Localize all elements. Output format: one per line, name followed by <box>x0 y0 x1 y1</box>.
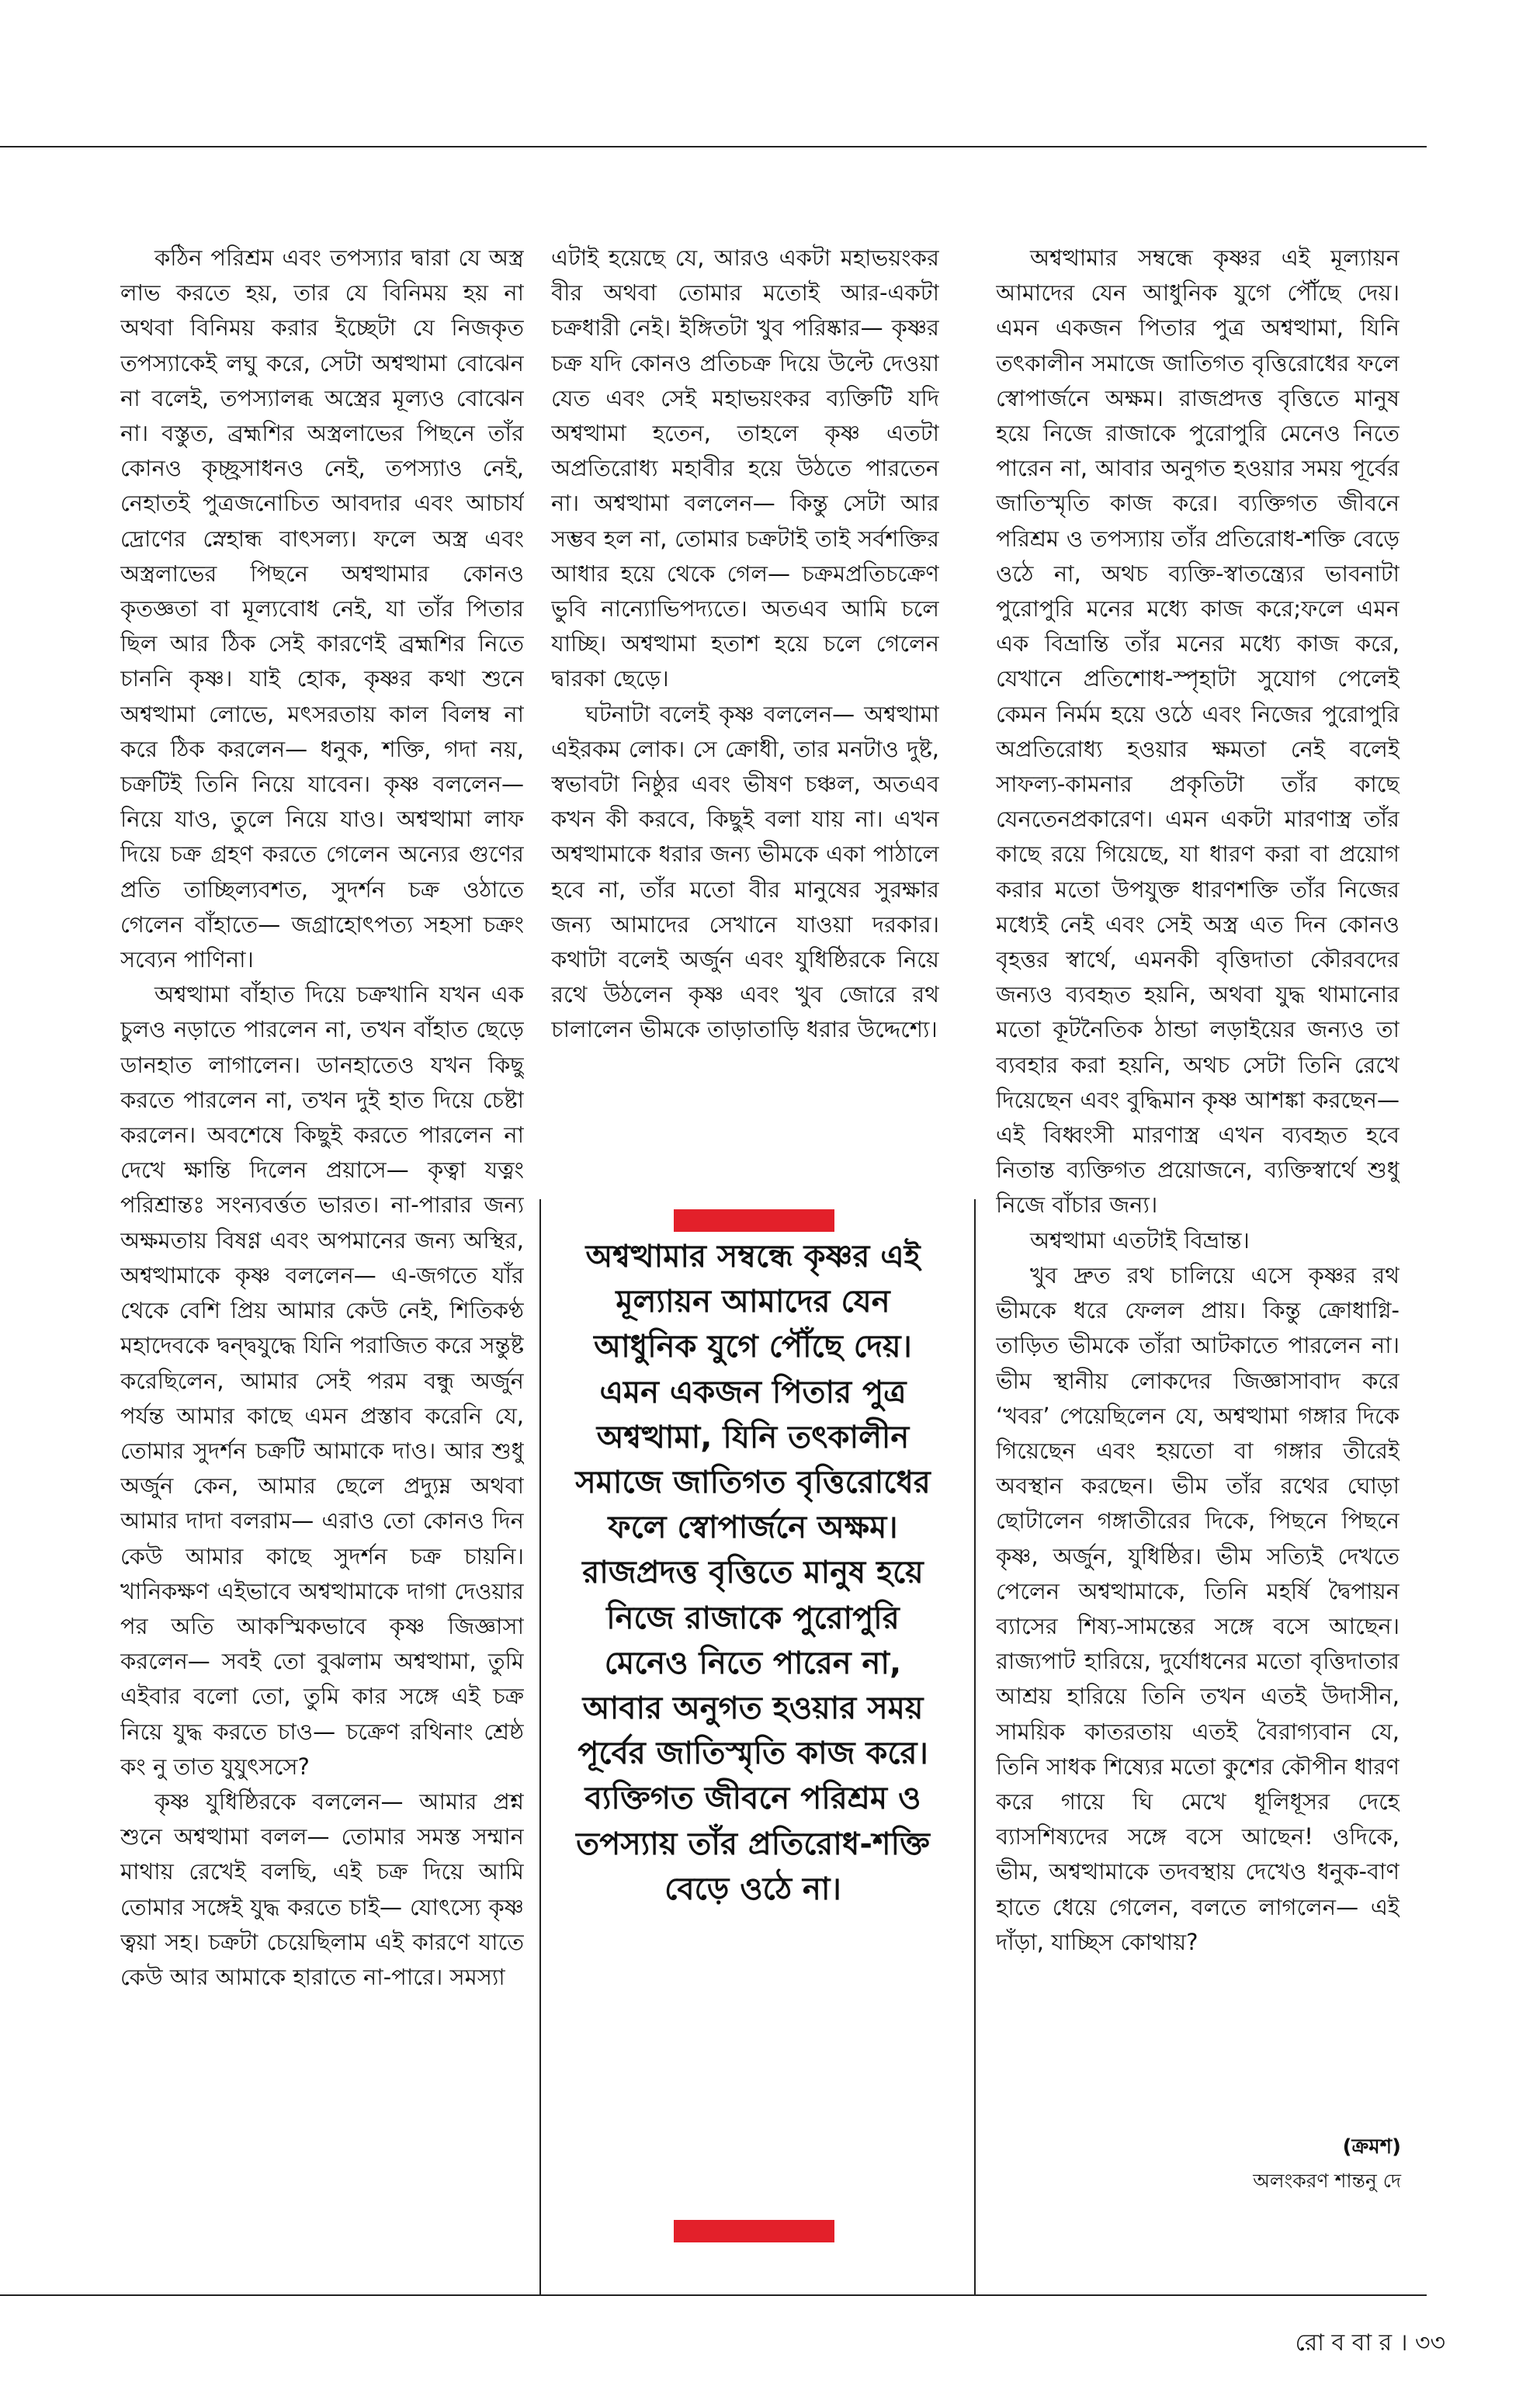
paragraph: অশ্বত্থামা বাঁহাত দিয়ে চক্রখানি যখন এক চুলও নড়াতে পারলেন না, তখন বাঁহাত ছেড়ে ডানহাত লাগালেন। ডানহাতেও যখন কিছু করতে পারলেন না, তখন দুই হাত দিয়ে চেষ্টা করলেন। অবশেষে কিছুই করতে পারলেন না দেখে ক্ষান্তি দিলেন প্রয়াসে— কৃত্বা যত্নং পরিশ্রান্তঃ সংন্যবর্ত্তত ভারত। না-পারার জন্য অক্ষমতায় বিষণ্ণ এবং অপমানের জন্য অস্থির, অশ্বত্থামাকে কৃষ্ণ বললেন— এ-জগতে যাঁর থেকে বেশি প্রিয় আমার কেউ নেই, শিতিকণ্ঠ মহাদেবকে দ্বন্দ্বযুদ্ধে যিনি পরাজিত করে সন্তুষ্ট করেছিলেন, আমার সেই পরম বন্ধু অর্জুন পর্যন্ত আমার কাছে এমন প্রস্তাব করেনি যে, তোমার সুদর্শন চক্রটি আমাকে দাও। আর শুধু অর্জুন কেন, আমার ছেলে প্রদ্যুম্ন অথবা আমার দাদা বলরাম— এরাও তো কোনও দিন কেউ আমার কাছে সুদর্শন চক্র চায়নি। খানিকক্ষণ এইভাবে অশ্বত্থামাকে দাগা দেওয়ার পর অতি আকস্মিকভাবে কৃষ্ণ জিজ্ঞাসা করলেন— সবই তো বুঝলাম অশ্বত্থামা, তুমি এইবার বলো তো, তুমি কার সঙ্গে এই চক্র নিয়ে যুদ্ধ করতে চাও— চক্রেণ রথিনাং শ্রেষ্ঠ কং নু তাত যুযুৎসসে? <box>120 981 524 1780</box>
paragraph: অশ্বত্থামা এতটাই বিভ্রান্ত। <box>1030 1226 1250 1254</box>
pull-quote-bottom-bar <box>674 2220 834 2242</box>
paragraph: অশ্বত্থামার সম্বন্ধে কৃষ্ণর এই মূল্যায়ন আমাদের যেন আধুনিক যুগে পৌঁছে দেয়। এমন একজন পিতার পুত্র অশ্বত্থামা, যিনি তৎকালীন সমাজে জাতিগত বৃত্তিরোধের ফলে স্বোপার্জনে অক্ষম। রাজপ্রদত্ত বৃত্তিতে মানুষ হয়ে নিজে রাজাকে পুরোপুরি মেনেও নিতে পারেন না, আবার অনুগত হওয়ার সময় পূর্বের জাতিস্মৃতি কাজ করে। ব্যক্তিগত জীবনে পরিশ্রম ও তপস্যায় তাঁর প্রতিরোধ-শক্তি বেড়ে ওঠে না, অথচ ব্যক্তি-স্বাতন্ত্র্যের ভাবনাটা পুরোপুরি মনের মধ্যে কাজ করে;ফলে এমন এক বিভ্রান্তি তাঁর মনের মধ্যে কাজ করে, যেখানে প্রতিশোধ-স্পৃহাটা সুযোগ পেলেই কেমন নির্মম হয়ে ওঠে এবং নিজের পুরোপুরি অপ্রতিরোধ্য হওয়ার ক্ষমতা নেই বলেই সাফল্য-কামনার প্রকৃতিটা তাঁর কাছে যেনতেনপ্রকারেণ। এমন একটা মারণাস্ত্র তাঁর কাছে রয়ে গিয়েছে, যা ধারণ করা বা প্রয়োগ করার মতো উপযুক্ত ধারণশক্তি তাঁর নিজের মধ্যেই নেই এবং সেই অস্ত্র এত দিন কোনও বৃহত্তর স্বার্থে, এমনকী বৃত্তিদাতা কৌরবদের জন্যও ব্যবহৃত হয়নি, অথবা যুদ্ধ থামানোর মতো কূটনৈতিক ঠান্ডা লড়াইয়ের জন্যও তা ব্যবহার করা হয়নি, অথচ সেটা তিনি রেখে দিয়েছেন এবং বুদ্ধিমান কৃষ্ণ আশঙ্কা করছেন— এই বিধ্বংসী মারণাস্ত্র এখন ব্যবহৃত হবে নিতান্ত ব্যক্তিগত প্রয়োজনে, ব্যক্তিস্বার্থে শুধু নিজে বাঁচার জন্য। <box>996 245 1400 1219</box>
column-divider-right <box>974 1199 976 2294</box>
paragraph: এটাই হয়েছে যে, আরও একটা মহাভয়ংকর বীর অথবা তোমার মতোই আর-একটা চক্রধারী নেই। ইঙ্গিতটা খুব পরিষ্কার— কৃষ্ণর চক্র যদি কোনও প্রতিচক্র দিয়ে উল্টে দেওয়া যেত এবং সেই মহাভয়ংকর ব্যক্তিটি যদি অশ্বত্থামা হতেন, তাহলে কৃষ্ণ এতটা অপ্রতিরোধ্য মহাবীর হয়ে উঠতে পারতেন না। অশ্বত্থামা বললেন— কিন্তু সেটা আর সম্ভব হল না, তোমার চক্রটাই তাই সর্বশক্তির আধার হয়ে থেকে গেল— চক্রমপ্রতিচক্রেণ ভুবি নান্যোভিপদ্যতে। অতএব আমি চলে যাচ্ছি। অশ্বত্থামা হতাশ হয়ে চলে গেলেন দ্বারকা ছেড়ে। <box>551 245 939 692</box>
paragraph: কৃষ্ণ যুধিষ্ঠিরকে বললেন— আমার প্রশ্ন শুনে অশ্বত্থামা বলল— তোমার সমস্ত সম্মান মাথায় রেখেই বলছি, এই চক্র দিয়ে আমি তোমার সঙ্গেই যুদ্ধ করতে চাই— যোৎস্যে কৃষ্ণ ত্বয়া সহ। চক্রটা চেয়েছিলাম এই কারণে যাতে কেউ আর আমাকে হারাতে না-পারে। সমস্যা <box>120 1788 524 1990</box>
column-divider-left <box>539 1199 541 2294</box>
pull-quote: অশ্বত্থামার সম্বন্ধে কৃষ্ণর এই মূল্যায়ন আমাদের যেন আধুনিক যুগে পৌঁছে দেয়। এমন একজন পিতার পুত্র অশ্বত্থামা, যিনি তৎকালীন সমাজে জাতিগত বৃত্তিরোধের ফলে স্বোপার্জনে অক্ষম। রাজপ্রদত্ত বৃত্তিতে মানুষ হয়ে নিজে রাজাকে পুরোপুরি মেনেও নিতে পারেন না, আবার অনুগত হওয়ার সময় পূর্বের জাতিস্মৃতি কাজ করে। ব্যক্তিগত জীবনে পরিশ্রম ও তপস্যায় তাঁর প্রতিরোধ-শক্তি বেড়ে ওঠে না। <box>575 1239 931 1907</box>
article-column-2 <box>551 241 939 1164</box>
paragraph: কঠিন পরিশ্রম এবং তপস্যার দ্বারা যে অস্ত্র লাভ করতে হয়, তার যে বিনিময় হয় না অথবা বিনিময় করার ইচ্ছেটা যে নিজকৃত তপস্যাকেই লঘু করে, সেটা অশ্বত্থামা বোঝেন না বলেই, তপস্যালব্ধ অস্ত্রের মূল্যও বোঝেন না। বস্তুত, ব্রহ্মশির অস্ত্রলাভের পিছনে তাঁর কোনও কৃচ্ছ্রসাধনও নেই, তপস্যাও নেই, নেহাতই পুত্রজনোচিত আবদার এবং আচার্য দ্রোণের স্নেহান্ধ বাৎসল্য। ফলে অস্ত্র এবং অস্ত্রলাভের পিছনে অশ্বত্থামার কোনও কৃতজ্ঞতা বা মূল্যবোধ নেই, যা তাঁর পিতার ছিল আর ঠিক সেই কারণেই ব্রহ্মশির নিতে চাননি কৃষ্ণ। যাই হোক, কৃষ্ণর কথা শুনে অশ্বত্থামা লোভে, মৎসরতায় কাল বিলম্ব না করে ঠিক করলেন— ধনুক, শক্তি, গদা নয়, চক্রটিই তিনি নিয়ে যাবেন। কৃষ্ণ বললেন— নিয়ে যাও, তুলে নিয়ে যাও। অশ্বত্থামা লাফ দিয়ে চক্র গ্রহণ করতে গেলেন অন্যের গুণের প্রতি তাচ্ছিল্যবশত, সুদর্শন চক্র ওঠাতে গেলেন বাঁহাতে— জগ্রাহোৎপত্য সহসা চক্রং সব্যেন পাণিনা। <box>120 245 524 973</box>
illustration-credit: অলংকরণ শান্তনু দে <box>1253 2169 1401 2192</box>
paragraph: ঘটনাটা বলেই কৃষ্ণ বললেন— অশ্বত্থামা এইরকম লোক। সে ক্রোধী, তার মনটাও দুষ্ট, স্বভাবটা নিষ্ঠুর এবং ভীষণ চঞ্চল, অতএব কখন কী করবে, কিছুই বলা যায় না। এখন অশ্বত্থামাকে ধরার জন্য ভীমকে একা পাঠালে হবে না, তাঁর মতো বীর মানুষের সুরক্ষার জন্য আমাদের সেখানে যাওয়া দরকার। কথাটা বলেই অর্জুন এবং যুধিষ্ঠিরকে নিয়ে রথে উঠলেন কৃষ্ণ এবং খুব জোরে রথ চালালেন ভীমকে তাড়াতাড়ি ধরার উদ্দেশ্যে। <box>551 700 939 1043</box>
article-column-3 <box>996 241 1400 2135</box>
paragraph: খুব দ্রুত রথ চালিয়ে এসে কৃষ্ণর রথ ভীমকে ধরে ফেলল প্রায়। কিন্তু ক্রোধাগ্নি-তাড়িত ভীমকে তাঁরা আটকাতে পারলেন না। ভীম স্থানীয় লোকদের জিজ্ঞাসাবাদ করে ‘খবর’ পেয়েছিলেন যে, অশ্বত্থামা গঙ্গার দিকে গিয়েছেন এবং হয়তো বা গঙ্গার তীরেই অবস্থান করছেন। ভীম তাঁর রথের ঘোড়া ছোটালেন গঙ্গাতীরের দিকে, পিছনে পিছনে কৃষ্ণ, অর্জুন, যুধিষ্ঠির। ভীম সত্যিই দেখতে পেলেন অশ্বত্থামাকে, তিনি মহর্ষি দ্বৈপায়ন ব্যাসের শিষ্য-সামন্তের সঙ্গে বসে আছেন। রাজ্যপাট হারিয়ে, দুর্যোধনের মতো বৃত্তিদাতার আশ্রয় হারিয়ে তিনি তখন এতই উদাসীন, সাময়িক কাতরতায় এতই বৈরাগ্যবান যে, তিনি সাধক শিষ্যের মতো কুশের কৌপীন ধারণ করে গায়ে ঘি মেখে ধূলিধূসর দেহে ব্যাসশিষ্যদের সঙ্গে বসে আছেন! ওদিকে, ভীম, অশ্বত্থামাকে তদবস্থায় দেখেও ধনুক-বাণ হাতে ধেয়ে গেলেন, বলতে লাগলেন— এই দাঁড়া, যাচ্ছিস কোথায়? <box>996 1261 1400 1955</box>
article-column-1 <box>120 241 524 2278</box>
top-rule <box>0 146 1427 147</box>
page-footer: রো ব বা র । ৩৩ <box>1295 2329 1445 2357</box>
continued-marker: (ক্রমশ) <box>1342 2135 1401 2159</box>
pull-quote-top-bar <box>674 1209 834 1232</box>
bottom-rule <box>0 2294 1427 2296</box>
